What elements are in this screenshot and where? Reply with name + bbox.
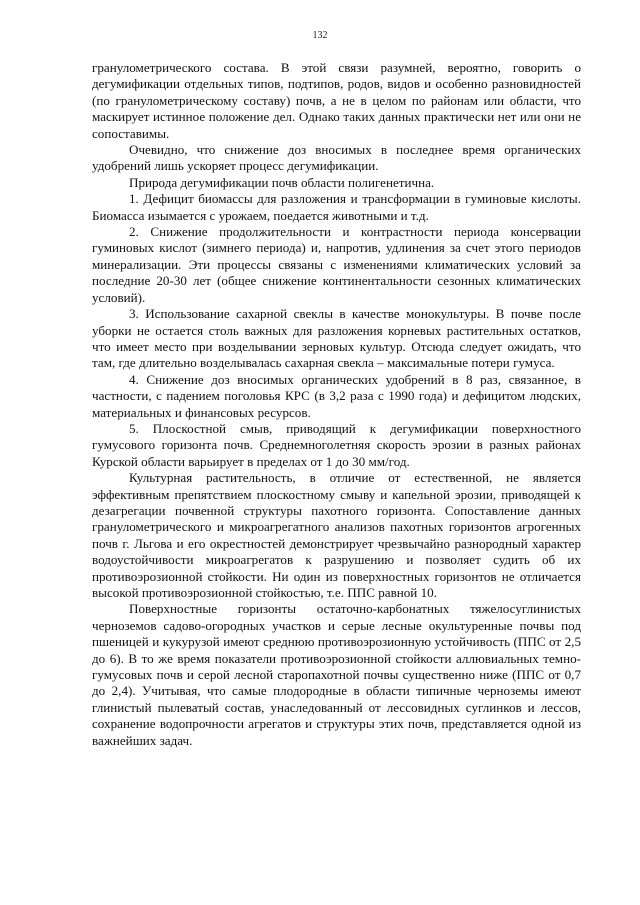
list-item-4: 4. Снижение доз вносимых органических удобрений в 8 раз, связанное, в частности, с падением поголовья КРС (в 3,2 раза с 1990 года) и дефицитом людских, материальных и финансовых ресурсов.	[92, 371, 581, 420]
page-number: 132	[312, 30, 328, 41]
body-text	[92, 60, 581, 749]
paragraph-cultural-vegetation: Культурная растительность, в отличие от естественной, не является эффективным препятствием плоскостному смыву и капельной эрозии, приводящей к дезагрегации почвенной структуры пахотного горизонта. Сопоставление данных гранулометрического и микроагрегатного анализов пахотных горизонтов агрогенных почв г. Льгова и его окрестностей демонстрирует чрезвычайно разнородный характер водоустойчивости микроагрегатов к разрушению и позволяет судить об их противоэрозионной стойкости. Ни один из поверхностных горизонтов не отличается высокой противоэрозионной стойкостью, т.е. ППС равной 10.	[92, 470, 581, 600]
list-item-3: 3. Использование сахарной свеклы в качестве монокультуры. В почве после уборки не остается столь важных для разложения корневых растительных остатков, что имеет место при возделывании зерновых культур. Отсюда следует ожидать, что там, где длительно возделывалась сахарная свекла – максимальные потери гумуса.	[92, 306, 581, 371]
list-item-2: 2. Снижение продолжительности и контрастности периода консервации гуминовых кислот (зимнего периода) и, напротив, удлинения за счет этого периодов минерализации. Эти процессы связаны с изменениями климатических условий за последние 20-30 лет (общее снижение континентальности сезонных климатических условий).	[92, 224, 581, 305]
paragraph-polygenetic: Природа дегумификации почв области полигенетична.	[129, 174, 435, 190]
list-item-1: 1. Дефицит биомассы для разложения и трансформации в гуминовые кислоты. Биомасса изымается с урожаем, поедается животными и т.д.	[92, 191, 581, 223]
list-item-5: 5. Плоскостной смыв, приводящий к дегумификации поверхностного гумусового горизонта почв. Среднемноголетняя скорость эрозии в разных районах Курской области варьирует в пределах от 1 до 30 мм/год.	[92, 420, 581, 469]
paragraph-surface-horizons: Поверхностные горизонты остаточно-карбонатных тяжелосуглинистых черноземов садово-огородных участков и серые лесные окультуренные почвы под пшеницей и кукурузой имеют среднюю противоэрозионную устойчивость (ППС от 2,5 до 6). В то же время показатели противоэрозионной стойкости аллювиальных темно-гумусовых почв и серой лесной старопахотной почвы существенно ниже (ППС от 0,7 до 2,4). Учитывая, что самые плодородные в области типичные черноземы имеют глинистый пылеватый состав, унаследованный от лессовидных суглинков и лессов, сохранение водопрочности агрегатов и структуры этих почв, представляется одной из важнейших задач.	[92, 601, 581, 748]
paragraph-continuation: гранулометрического состава. В этой связи разумней, вероятно, говорить о дегумификации отдельных типов, подтипов, родов, видов и особенно разновидностей (по гранулометрическому составу) почв, а не в целом по районам или области, что маскирует истинное положение дел. Однако таких данных практически нет или они не сопоставимы.	[92, 60, 581, 141]
paragraph-fertilizer-note: Очевидно, что снижение доз вносимых в последнее время органических удобрений лишь ускоряет процесс дегумификации.	[92, 142, 581, 174]
